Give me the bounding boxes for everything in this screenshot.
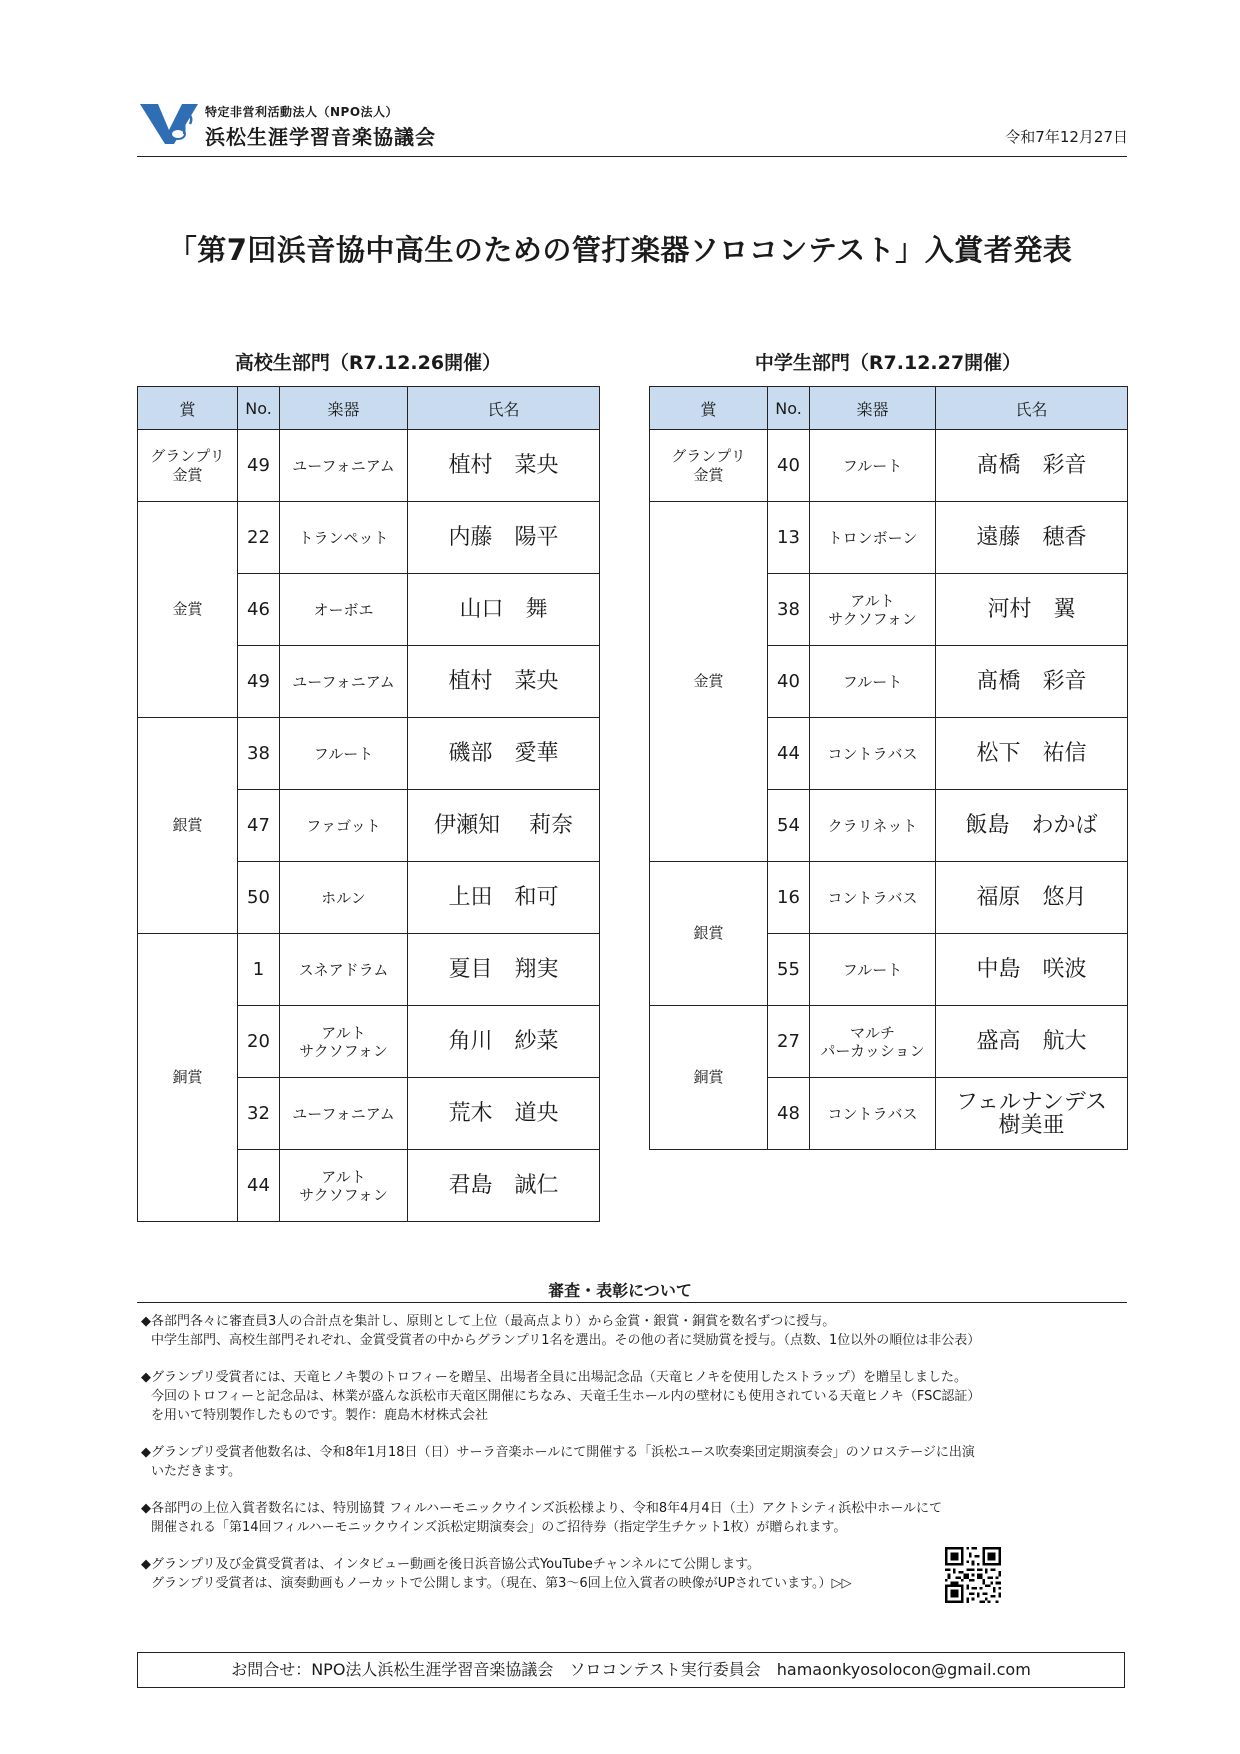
entry-number: 16 [768, 862, 810, 934]
table-row [650, 862, 1128, 934]
instrument: アルト サクソフォン [280, 1150, 408, 1222]
winner-name: 遠藤 穂香 [936, 502, 1128, 574]
entry-number: 44 [768, 718, 810, 790]
award-cell-gold: 金賞 [650, 502, 768, 862]
table-row [138, 502, 600, 574]
instrument: ユーフォニアム [280, 1078, 408, 1150]
instrument: クラリネット [810, 790, 936, 862]
winner-name: フェルナンデス 樹美亜 [936, 1078, 1128, 1150]
column-header-no: No. [768, 387, 810, 430]
column-header-name: 氏名 [408, 387, 600, 430]
instrument: ユーフォニアム [280, 646, 408, 718]
org-name: 浜松生涯学習音楽協議会 [205, 125, 436, 149]
entry-number: 49 [238, 430, 280, 502]
middle-school-section-title: 中学生部門（R7.12.27開催） [754, 352, 1022, 374]
winner-name: 山口 舞 [408, 574, 600, 646]
winner-name: 河村 翼 [936, 574, 1128, 646]
note-item: ◆各部門の上位入賞者数名には、特別協賛 フィルハーモニックウインズ浜松様より、令和8年4月4日（土）アクトシティ浜松中ホールにて 開催される「第14回フィルハーモニックウインズ浜松定期演奏会」のご招待券（指定学生チケット1枚）が贈られます。 [141, 1501, 943, 1535]
winner-name: 盛高 航大 [936, 1006, 1128, 1078]
winner-name: 磯部 愛華 [408, 718, 600, 790]
award-cell-grand-prix: グランプリ 金賞 [138, 430, 238, 502]
winner-name: 福原 悠月 [936, 862, 1128, 934]
award-cell-silver: 銀賞 [650, 862, 768, 1006]
org-logo-icon [138, 100, 200, 146]
instrument: スネアドラム [280, 934, 408, 1006]
note-item: ◆グランプリ及び金賞受賞者は、インタビュー動画を後日浜音協公式YouTubeチャンネルにて公開します。 グランプリ受賞者は、演奏動画もノーカットで公開します。（現在、第3～6回上位入賞者の映像がUPされています。）▷▷ [141, 1557, 852, 1591]
middle-school-results-table [649, 386, 1128, 1150]
entry-number: 40 [768, 646, 810, 718]
entry-number: 47 [238, 790, 280, 862]
table-header-row [138, 387, 600, 430]
winner-name: 内藤 陽平 [408, 502, 600, 574]
column-header-no: No. [238, 387, 280, 430]
instrument: ユーフォニアム [280, 430, 408, 502]
column-header-name: 氏名 [936, 387, 1128, 430]
entry-number: 13 [768, 502, 810, 574]
instrument: コントラバス [810, 862, 936, 934]
qr-code-icon[interactable] [945, 1547, 1001, 1603]
award-cell-bronze: 銅賞 [138, 934, 238, 1222]
winner-name: 髙橋 彩音 [936, 646, 1128, 718]
instrument: フルート [280, 718, 408, 790]
entry-number: 54 [768, 790, 810, 862]
entry-number: 22 [238, 502, 280, 574]
winner-name: 植村 菜央 [408, 430, 600, 502]
note-item: ◆各部門各々に審査員3人の合計点を集計し、原則として上位（最高点より）から金賞・銀賞・銅賞を数名ずつに授与。 中学生部門、高校生部門それぞれ、金賞受賞者の中からグランプリ1名を選出。その他の者に奨励賞を授与。（点数、1位以外の順位は非公表） [141, 1314, 981, 1348]
entry-number: 20 [238, 1006, 280, 1078]
winner-name: 植村 菜央 [408, 646, 600, 718]
winner-name: 松下 祐信 [936, 718, 1128, 790]
winner-name: 飯島 わかば [936, 790, 1128, 862]
entry-number: 50 [238, 862, 280, 934]
instrument: トランペット [280, 502, 408, 574]
note-item: ◆グランプリ受賞者には、天竜ヒノキ製のトロフィーを贈呈、出場者全員に出場記念品（天竜ヒノキを使用したストラップ）を贈呈しました。 今回のトロフィーと記念品は、林業が盛んな浜松市天竜区開催にちなみ、天竜壬生ホール内の壁材にも使用されている天竜ヒノキ（FSC認証） を用いて特別製作したものです。製作：鹿島木材株式会社 [141, 1370, 981, 1423]
notes-divider [137, 1302, 1127, 1303]
entry-number: 40 [768, 430, 810, 502]
column-header-instrument: 楽器 [810, 387, 936, 430]
entry-number: 32 [238, 1078, 280, 1150]
table-header-row [650, 387, 1128, 430]
table-row [650, 430, 1128, 502]
entry-number: 48 [768, 1078, 810, 1150]
header-divider [137, 156, 1127, 157]
entry-number: 1 [238, 934, 280, 1006]
instrument: マルチ パーカッション [810, 1006, 936, 1078]
winner-name: 荒木 道央 [408, 1078, 600, 1150]
award-cell-silver: 銀賞 [138, 718, 238, 934]
winner-name: 伊瀬知 莉奈 [408, 790, 600, 862]
notes-title: 審査・表彰について [548, 1281, 692, 1300]
entry-number: 46 [238, 574, 280, 646]
instrument: フルート [810, 430, 936, 502]
instrument: コントラバス [810, 1078, 936, 1150]
instrument: ファゴット [280, 790, 408, 862]
entry-number: 49 [238, 646, 280, 718]
winner-name: 上田 和可 [408, 862, 600, 934]
instrument: アルト サクソフォン [810, 574, 936, 646]
org-subtitle: 特定非営利活動法人（NPO法人） [205, 105, 399, 119]
high-school-results-table [137, 386, 600, 1222]
column-header-award: 賞 [650, 387, 768, 430]
table-row [650, 502, 1128, 574]
instrument: ホルン [280, 862, 408, 934]
page-title: 「第7回浜音協中高生のための管打楽器ソロコンテスト」入賞者発表 [167, 233, 1073, 267]
table-row [138, 934, 600, 1006]
instrument: フルート [810, 934, 936, 1006]
column-header-award: 賞 [138, 387, 238, 430]
entry-number: 55 [768, 934, 810, 1006]
table-row [650, 1006, 1128, 1078]
winner-name: 夏目 翔実 [408, 934, 600, 1006]
instrument: フルート [810, 646, 936, 718]
instrument: トロンボーン [810, 502, 936, 574]
instrument: オーボエ [280, 574, 408, 646]
entry-number: 44 [238, 1150, 280, 1222]
high-school-section-title: 高校生部門（R7.12.26開催） [234, 352, 502, 374]
winner-name: 髙橋 彩音 [936, 430, 1128, 502]
table-row [138, 430, 600, 502]
document-date: 令和7年12月27日 [1005, 128, 1128, 146]
instrument: アルト サクソフォン [280, 1006, 408, 1078]
table-row [138, 718, 600, 790]
award-cell-grand-prix: グランプリ 金賞 [650, 430, 768, 502]
entry-number: 38 [768, 574, 810, 646]
award-cell-gold: 金賞 [138, 502, 238, 718]
note-item: ◆グランプリ受賞者他数名は、令和8年1月18日（日）サーラ音楽ホールにて開催する「浜松ユース吹奏楽団定期演奏会」のソロステージに出演 いただきます。 [141, 1445, 975, 1479]
instrument: コントラバス [810, 718, 936, 790]
award-cell-bronze: 銅賞 [650, 1006, 768, 1150]
winner-name: 中島 咲波 [936, 934, 1128, 1006]
entry-number: 27 [768, 1006, 810, 1078]
entry-number: 38 [238, 718, 280, 790]
winner-name: 角川 紗菜 [408, 1006, 600, 1078]
winner-name: 君島 誠仁 [408, 1150, 600, 1222]
contact-footer: お問合せ：NPO法人浜松生涯学習音楽協議会 ソロコンテスト実行委員会 hamaonkyosolocon@gmail.com [137, 1652, 1125, 1688]
column-header-instrument: 楽器 [280, 387, 408, 430]
